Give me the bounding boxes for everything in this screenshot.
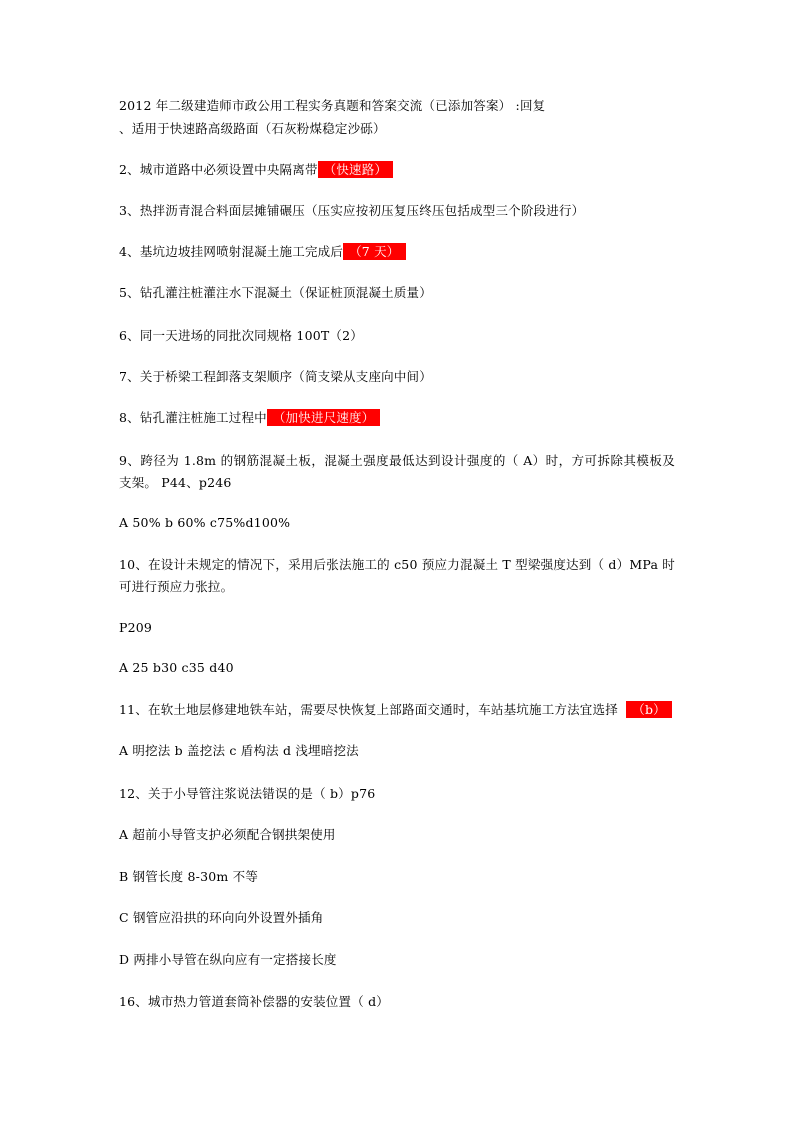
question-10-options: A 25 b30 c35 d40 — [119, 660, 234, 675]
question-8-answer-highlight: （加快进尺速度） — [267, 409, 381, 426]
question-11-options: A 明挖法 b 盖挖法 c 盾构法 d 浅埋暗挖法 — [119, 743, 359, 758]
question-12-option-d: D 两排小导管在纵向应有一定搭接长度 — [119, 952, 337, 967]
question-5: 5、钻孔灌注桩灌注水下混凝土（保证桩顶混凝土质量） — [119, 285, 432, 300]
question-12: 12、关于小导管注浆说法错误的是（ b）p76 — [119, 786, 376, 801]
document-title: 2012 年二级建造师市政公用工程实务真题和答案交流（已添加答案） :回复 — [119, 98, 546, 113]
question-3: 3、热拌沥青混合料面层摊铺碾压（压实应按初压复压终压包括成型三个阶段进行） — [119, 203, 585, 218]
question-10-page-ref: P209 — [119, 620, 153, 635]
question-11 — [119, 702, 672, 717]
question-16: 16、城市热力管道套筒补偿器的安装位置（ d） — [119, 994, 389, 1009]
question-4-answer-highlight: （7 天） — [343, 243, 405, 260]
question-12-option-a: A 超前小导管支护必须配合钢拱架使用 — [119, 827, 336, 842]
question-9-options: A 50% b 60% c75%d100% — [119, 515, 291, 530]
question-1: 、适用于快速路高级路面（石灰粉煤稳定沙砾） — [119, 121, 386, 136]
question-10: 10、在设计未规定的情况下，采用后张法施工的 c50 预应力混凝土 T 型梁强度达到（ d）MPa 时可进行预应力张拉。 — [119, 557, 675, 594]
question-9: 9、跨径为 1.8m 的钢筋混凝土板，混凝土强度最低达到设计强度的（ A）时，方可拆除其模板及支架。 P44、p246 — [119, 453, 675, 490]
question-12-option-c: C 钢管应沿拱的环向向外设置外插角 — [119, 910, 324, 925]
question-2-answer-highlight: （快速路） — [318, 161, 394, 178]
question-11-text: 11、在软土地层修建地铁车站，需要尽快恢复上部路面交通时，车站基坑施工方法宜选择 — [119, 702, 618, 717]
question-4 — [119, 244, 406, 259]
question-2 — [119, 162, 393, 177]
question-11-answer-highlight: （b） — [626, 701, 672, 718]
question-6: 6、同一天进场的同批次同规格 100T（2） — [119, 328, 363, 343]
question-2-text: 2、城市道路中必须设置中央隔离带 — [119, 162, 318, 177]
question-4-text: 4、基坑边坡挂网喷射混凝土施工完成后 — [119, 244, 344, 259]
question-7: 7、关于桥梁工程卸落支架顺序（简支梁从支座向中间） — [119, 369, 432, 384]
question-8-text: 8、钻孔灌注桩施工过程中 — [119, 410, 267, 425]
question-12-option-b: B 钢管长度 8-30m 不等 — [119, 869, 259, 884]
question-8 — [119, 410, 380, 425]
